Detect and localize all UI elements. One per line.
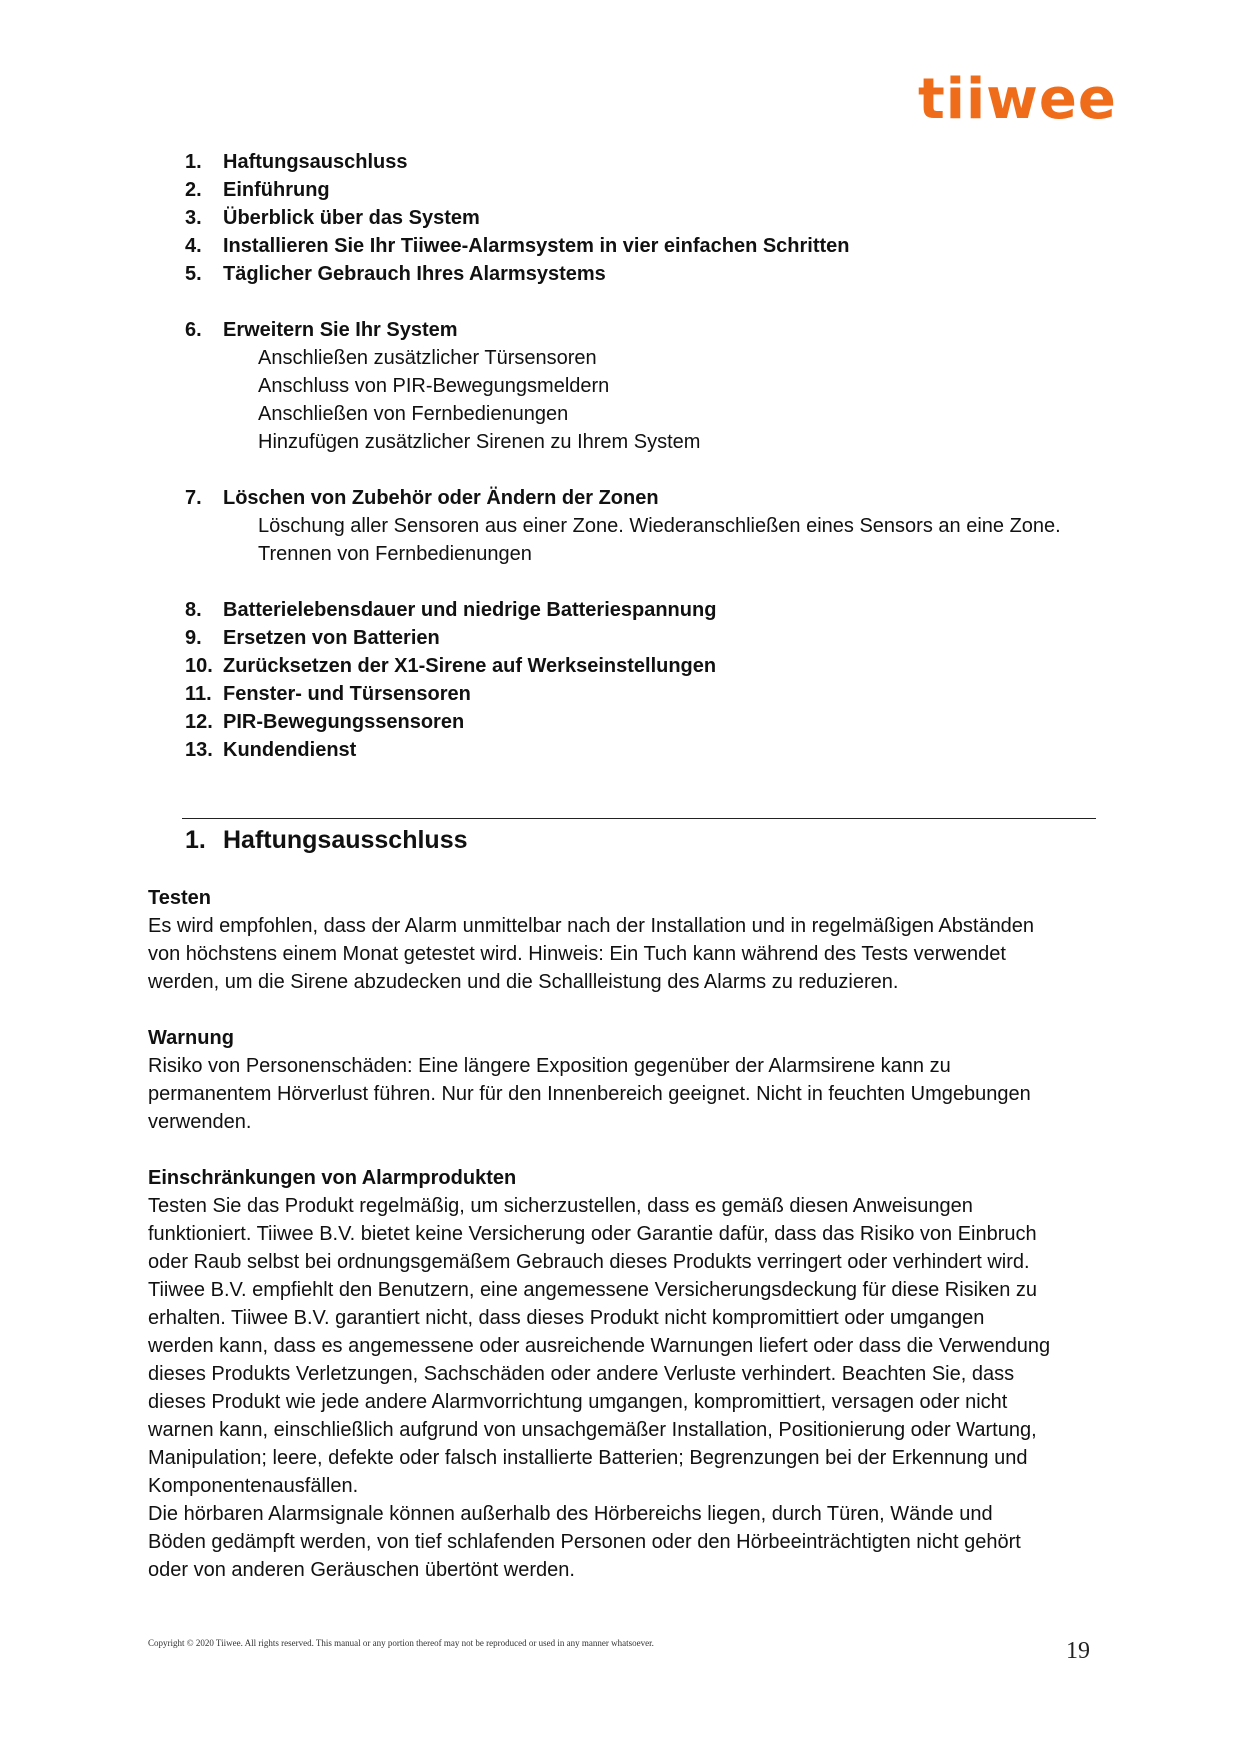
toc-item	[185, 624, 1105, 652]
warnung-block	[148, 1024, 1098, 1136]
copyright-notice: Copyright © 2020 Tiiwee. All rights reserved. This manual or any portion thereof may not be reproduced or used in any manner whatsoever.	[148, 1638, 654, 1648]
toc-item-label: Täglicher Gebrauch Ihres Alarmsystems	[223, 263, 606, 285]
toc-item	[185, 484, 1105, 512]
toc-item	[185, 232, 1105, 260]
toc-item	[185, 652, 1105, 680]
toc-item-number: 5.	[185, 263, 202, 285]
toc-item-label: Überblick über das System	[223, 207, 480, 229]
toc-item-label: Löschen von Zubehör oder Ändern der Zonen	[223, 487, 659, 509]
section-heading-label: Haftungsausschluss	[223, 826, 468, 854]
einschraenkungen-block	[148, 1164, 1098, 1584]
toc-item-label: Einführung	[223, 179, 330, 201]
paragraph-line: dieses Produkts Verletzungen, Sachschäden oder andere Verluste verhindert. Beachten Sie, dass	[148, 1363, 1015, 1385]
toc-item	[185, 148, 1105, 176]
toc-subitem: Anschließen zusätzlicher Türsensoren	[258, 347, 597, 369]
toc-item-number: 13.	[185, 739, 213, 761]
toc-subitem: Löschung aller Sensoren aus einer Zone. Wiederanschließen eines Sensors an eine Zone.	[258, 515, 1061, 537]
toc-item-label: Kundendienst	[223, 739, 357, 761]
paragraph-line: Die hörbaren Alarmsignale können außerhalb des Hörbereichs liegen, durch Türen, Wände und	[148, 1503, 993, 1525]
paragraph-line: erhalten. Tiiwee B.V. garantiert nicht, dass dieses Produkt nicht kompromittiert oder umgangen	[148, 1307, 985, 1329]
paragraph-line: oder Raub selbst bei ordnungsgemäßem Gebrauch dieses Produkts verringert oder verhindert wird.	[148, 1251, 1030, 1273]
toc-item-label: Fenster- und Türsensoren	[223, 683, 471, 705]
toc-item-label: Batterielebensdauer und niedrige Batteriespannung	[223, 599, 717, 621]
toc-subitem: Anschluss von PIR-Bewegungsmeldern	[258, 375, 610, 397]
toc-item-number: 8.	[185, 599, 202, 621]
warnung-heading: Warnung	[148, 1027, 234, 1049]
toc-item-number: 11.	[185, 683, 212, 705]
section-heading	[185, 820, 468, 860]
toc-spacer	[185, 568, 1105, 596]
toc-item-label: Installieren Sie Ihr Tiiwee-Alarmsystem in vier einfachen Schritten	[223, 235, 850, 257]
paragraph-line: Komponentenausfällen.	[148, 1475, 359, 1497]
testen-block	[148, 884, 1098, 996]
paragraph-line: funktioniert. Tiiwee B.V. bietet keine Versicherung oder Garantie dafür, dass das Risiko von Einbruch	[148, 1223, 1037, 1245]
section-divider	[182, 818, 1096, 819]
toc-item-number: 10.	[185, 655, 213, 677]
toc-item-number: 9.	[185, 627, 202, 649]
toc-item-label: Zurücksetzen der X1-Sirene auf Werkseinstellungen	[223, 655, 717, 677]
toc-item	[185, 680, 1105, 708]
toc-item	[185, 708, 1105, 736]
paragraph-line: Risiko von Personenschäden: Eine längere Exposition gegenüber der Alarmsirene kann zu	[148, 1055, 951, 1077]
toc-item-label: Erweitern Sie Ihr System	[223, 319, 458, 341]
paragraph-line: oder von anderen Geräuschen übertönt werden.	[148, 1559, 575, 1581]
paragraph-line: Testen Sie das Produkt regelmäßig, um sicherzustellen, dass es gemäß diesen Anweisungen	[148, 1195, 973, 1217]
page-number: 19	[1066, 1638, 1090, 1664]
tiiwee-logo: tiiwee	[918, 67, 1117, 132]
section-body	[148, 884, 1098, 1612]
paragraph-line: verwenden.	[148, 1111, 252, 1133]
toc-item	[185, 316, 1105, 344]
toc-item	[185, 176, 1105, 204]
testen-heading: Testen	[148, 887, 211, 909]
paragraph-line: Manipulation; leere, defekte oder falsch installierte Batterien; Begrenzungen bei der Erkennung und	[148, 1447, 1028, 1469]
section-heading-number: 1.	[185, 826, 206, 854]
toc-item	[185, 204, 1105, 232]
paragraph-line: permanentem Hörverlust führen. Nur für den Innenbereich geeignet. Nicht in feuchten Umgebungen	[148, 1083, 1031, 1105]
toc-item-number: 1.	[185, 151, 202, 173]
toc-item-number: 7.	[185, 487, 202, 509]
einschraenkungen-heading: Einschränkungen von Alarmprodukten	[148, 1167, 517, 1189]
toc-item	[185, 736, 1105, 764]
toc-item	[185, 596, 1105, 624]
paragraph-line: Tiiwee B.V. empfiehlt den Benutzern, eine angemessene Versicherungsdeckung für diese Risiken zu	[148, 1279, 1038, 1301]
toc-item-number: 12.	[185, 711, 213, 733]
toc-spacer	[185, 456, 1105, 484]
paragraph-line: von höchstens einem Monat getestet wird. Hinweis: Ein Tuch kann während des Tests verwendet	[148, 943, 1006, 965]
paragraph-line: warnen kann, einschließlich aufgrund von unsachgemäßer Installation, Positionierung oder Wartung,	[148, 1419, 1037, 1441]
toc-item-label: Haftungsauschluss	[223, 151, 408, 173]
table-of-contents	[185, 148, 1105, 764]
toc-item-number: 4.	[185, 235, 202, 257]
toc-item-number: 2.	[185, 179, 202, 201]
toc-subitem: Hinzufügen zusätzlicher Sirenen zu Ihrem System	[258, 431, 701, 453]
toc-item-label: Ersetzen von Batterien	[223, 627, 440, 649]
paragraph-line: dieses Produkt wie jede andere Alarmvorrichtung umgangen, kompromittiert, versagen oder nicht	[148, 1391, 1008, 1413]
paragraph-line: Böden gedämpft werden, von tief schlafenden Personen oder den Hörbeeinträchtigten nicht gehört	[148, 1531, 1021, 1553]
toc-spacer	[185, 288, 1105, 316]
paragraph-line: werden kann, dass es angemessene oder ausreichende Warnungen liefert oder dass die Verwendung	[148, 1335, 1051, 1357]
toc-item-label: PIR-Bewegungssensoren	[223, 711, 465, 733]
paragraph-line: Es wird empfohlen, dass der Alarm unmittelbar nach der Installation und in regelmäßigen Abständen	[148, 915, 1035, 937]
toc-item-number: 3.	[185, 207, 202, 229]
toc-item-number: 6.	[185, 319, 202, 341]
toc-subitem: Anschließen von Fernbedienungen	[258, 403, 569, 425]
toc-item	[185, 260, 1105, 288]
paragraph-line: werden, um die Sirene abzudecken und die Schallleistung des Alarms zu reduzieren.	[148, 971, 899, 993]
toc-subitem: Trennen von Fernbedienungen	[258, 543, 532, 565]
